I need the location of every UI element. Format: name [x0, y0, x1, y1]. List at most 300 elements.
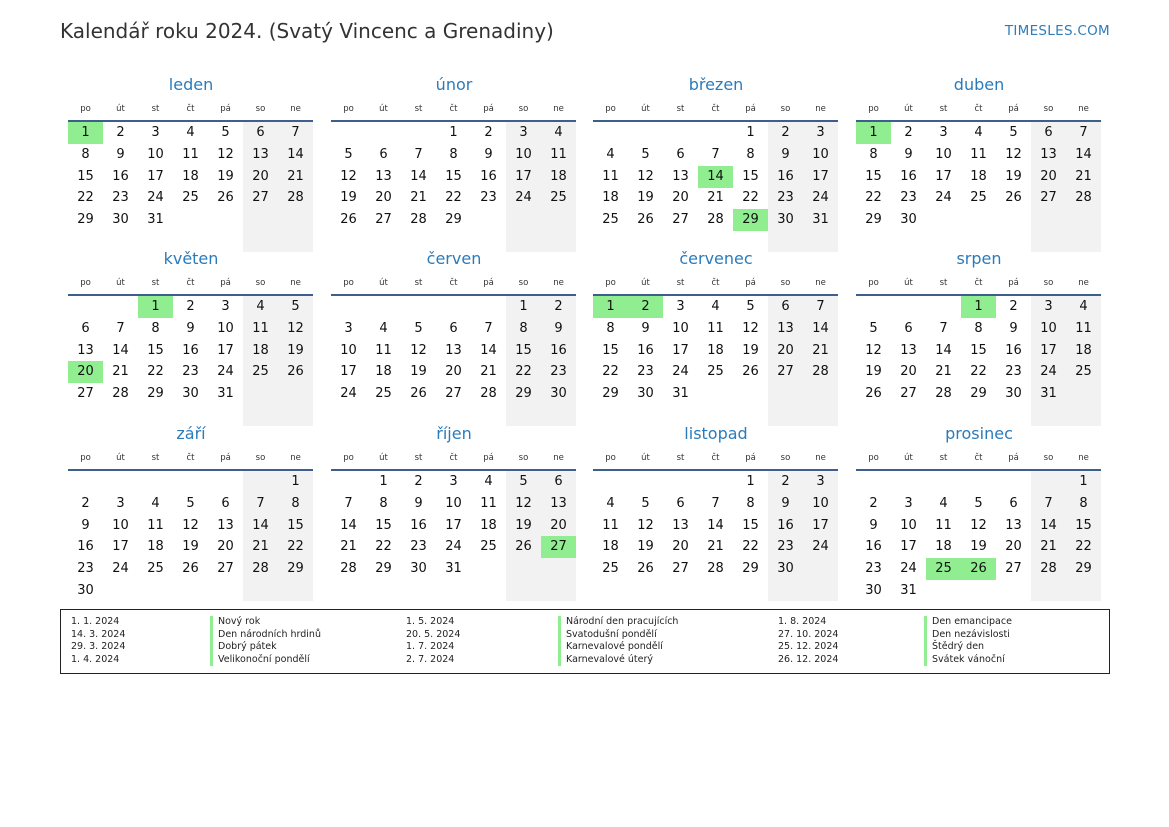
- day-cell: 18: [252, 342, 269, 358]
- day-cell: 23: [777, 190, 794, 206]
- day-cell: 26: [865, 386, 882, 402]
- day-cell: 8: [449, 146, 458, 162]
- day-cell: 20: [672, 190, 689, 206]
- weekday-label: čt: [186, 104, 195, 114]
- day-cell: 26: [637, 212, 654, 228]
- day-cell: 11: [252, 320, 269, 336]
- day-cell: 16: [182, 342, 199, 358]
- day-cell: 23: [900, 190, 917, 206]
- day-cell: 29: [970, 386, 987, 402]
- day-cell: 23: [182, 364, 199, 380]
- day-cell: 6: [904, 320, 913, 336]
- day-cell: 18: [707, 342, 724, 358]
- day-cell: 22: [1075, 539, 1092, 555]
- day-cell: 25: [602, 561, 619, 577]
- day-cell: 14: [935, 342, 952, 358]
- day-cell: 18: [147, 539, 164, 555]
- day-cell: 8: [1079, 495, 1088, 511]
- day-cell: 17: [217, 342, 234, 358]
- day-cell: 10: [812, 495, 829, 511]
- day-cell: 11: [1075, 320, 1092, 336]
- weekday-label: po: [343, 453, 354, 463]
- day-cell: 24: [112, 561, 129, 577]
- day-cell: 16: [550, 342, 567, 358]
- day-grid: [331, 122, 576, 254]
- day-cell: 16: [777, 168, 794, 184]
- legend-holiday-name: Nový rok: [210, 616, 321, 629]
- day-cell: 9: [186, 320, 195, 336]
- weekday-label: čt: [974, 278, 983, 288]
- day-cell: 17: [112, 539, 129, 555]
- day-cell: 21: [1075, 168, 1092, 184]
- day-cell: 17: [812, 517, 829, 533]
- day-cell: 13: [672, 168, 689, 184]
- day-cell: 30: [777, 561, 794, 577]
- month-name: červen: [426, 249, 482, 268]
- day-cell: 2: [484, 125, 493, 140]
- weekday-label: ne: [1078, 453, 1089, 463]
- holiday-day-cell: 14: [698, 166, 733, 188]
- day-cell: 13: [672, 517, 689, 533]
- holiday-legend: [60, 609, 1110, 674]
- day-cell: 9: [641, 320, 650, 336]
- day-cell: 11: [602, 517, 619, 533]
- weekday-label: st: [939, 453, 948, 463]
- day-cell: 11: [970, 146, 987, 162]
- day-cell: 19: [515, 517, 532, 533]
- day-grid: [331, 471, 576, 603]
- day-cell: 16: [410, 517, 427, 533]
- day-cell: 25: [707, 364, 724, 380]
- weekday-label: čt: [974, 453, 983, 463]
- legend-names-1: [210, 616, 321, 666]
- day-cell: 8: [746, 495, 755, 511]
- weekday-label: so: [518, 278, 529, 288]
- day-grid: [856, 471, 1101, 603]
- day-cell: 15: [515, 342, 532, 358]
- day-cell: 11: [550, 146, 567, 162]
- day-cell: 17: [812, 168, 829, 184]
- weekday-label: út: [904, 278, 913, 288]
- day-cell: 2: [781, 474, 790, 489]
- weekday-label: st: [414, 453, 423, 463]
- day-cell: 9: [781, 495, 790, 511]
- day-cell: 23: [1005, 364, 1022, 380]
- month-block: [856, 249, 1102, 402]
- weekday-header: [593, 278, 838, 292]
- weekday-label: so: [1043, 453, 1054, 463]
- day-cell: 29: [515, 386, 532, 402]
- day-cell: 22: [287, 539, 304, 555]
- weekday-label: st: [151, 104, 160, 114]
- day-cell: 15: [77, 168, 94, 184]
- day-cell: 14: [410, 168, 427, 184]
- day-cell: 12: [970, 517, 987, 533]
- day-cell: 23: [77, 561, 94, 577]
- day-cell: 4: [1079, 299, 1088, 314]
- month-name: duben: [953, 75, 1005, 94]
- day-cell: 19: [410, 364, 427, 380]
- weekday-label: so: [255, 104, 266, 114]
- page-title: Kalendář roku 2024. (Svatý Vincenc a Grenadiny): [60, 19, 554, 43]
- weekday-label: st: [676, 453, 685, 463]
- holiday-day-cell: 26: [961, 558, 996, 580]
- day-cell: 30: [182, 386, 199, 402]
- day-cell: 15: [375, 517, 392, 533]
- day-cell: 8: [519, 320, 528, 336]
- day-cell: 27: [445, 386, 462, 402]
- day-cell: 6: [1009, 495, 1018, 511]
- weekday-label: so: [780, 104, 791, 114]
- day-cell: 26: [742, 364, 759, 380]
- day-cell: 26: [182, 561, 199, 577]
- day-cell: 12: [287, 320, 304, 336]
- day-cell: 20: [445, 364, 462, 380]
- weekday-label: čt: [711, 104, 720, 114]
- day-cell: 28: [287, 190, 304, 206]
- day-cell: 29: [77, 212, 94, 228]
- day-cell: 27: [672, 561, 689, 577]
- weekday-label: út: [379, 278, 388, 288]
- weekday-label: čt: [449, 278, 458, 288]
- day-cell: 23: [112, 190, 129, 206]
- weekday-label: pá: [1008, 278, 1019, 288]
- month-block: [331, 75, 577, 228]
- day-cell: 29: [287, 561, 304, 577]
- day-cell: 13: [252, 146, 269, 162]
- day-cell: 29: [375, 561, 392, 577]
- weekday-label: ne: [815, 453, 826, 463]
- day-cell: 14: [707, 517, 724, 533]
- day-cell: 18: [602, 539, 619, 555]
- day-cell: 13: [1005, 517, 1022, 533]
- weekday-label: pá: [1008, 453, 1019, 463]
- day-cell: 6: [554, 474, 563, 489]
- day-cell: 25: [1075, 364, 1092, 380]
- day-cell: 5: [641, 495, 650, 511]
- day-cell: 11: [707, 320, 724, 336]
- day-cell: 18: [1075, 342, 1092, 358]
- day-cell: 24: [1040, 364, 1057, 380]
- weekday-label: so: [255, 453, 266, 463]
- weekday-label: pá: [1008, 104, 1019, 114]
- day-cell: 1: [519, 299, 528, 314]
- day-cell: 20: [375, 190, 392, 206]
- weekday-label: st: [676, 104, 685, 114]
- day-cell: 29: [865, 212, 882, 228]
- day-cell: 10: [147, 146, 164, 162]
- weekday-label: po: [868, 278, 879, 288]
- day-cell: 19: [182, 539, 199, 555]
- day-cell: 28: [480, 386, 497, 402]
- day-cell: 7: [711, 495, 720, 511]
- day-cell: 19: [970, 539, 987, 555]
- day-cell: 28: [1075, 190, 1092, 206]
- day-cell: 11: [147, 517, 164, 533]
- day-cell: 30: [637, 386, 654, 402]
- legend-date: 2. 7. 2024: [406, 653, 455, 665]
- month-block: [68, 424, 314, 598]
- weekday-label: čt: [449, 104, 458, 114]
- weekday-label: st: [151, 453, 160, 463]
- day-cell: 5: [869, 320, 878, 336]
- day-cell: 31: [900, 583, 917, 598]
- day-cell: 11: [375, 342, 392, 358]
- day-cell: 1: [291, 474, 300, 489]
- day-cell: 10: [900, 517, 917, 533]
- legend-holiday-name: Karnevalové pondělí: [558, 641, 678, 654]
- day-cell: 7: [484, 320, 493, 336]
- day-cell: 23: [410, 539, 427, 555]
- day-cell: 10: [445, 495, 462, 511]
- day-cell: 6: [256, 125, 265, 140]
- day-cell: 19: [637, 539, 654, 555]
- day-cell: 27: [217, 561, 234, 577]
- day-cell: 4: [606, 495, 615, 511]
- day-cell: 5: [974, 495, 983, 511]
- day-cell: 25: [550, 190, 567, 206]
- day-cell: 21: [707, 190, 724, 206]
- day-cell: 18: [970, 168, 987, 184]
- weekday-label: pá: [483, 104, 494, 114]
- day-cell: 10: [672, 320, 689, 336]
- legend-holiday-name: Svátek vánoční: [924, 654, 1012, 667]
- weekday-label: so: [1043, 104, 1054, 114]
- day-cell: 17: [900, 539, 917, 555]
- legend-holiday-name: Den nezávislosti: [924, 629, 1012, 642]
- day-cell: 17: [515, 168, 532, 184]
- day-cell: 25: [970, 190, 987, 206]
- day-cell: 13: [900, 342, 917, 358]
- day-cell: 6: [449, 320, 458, 336]
- day-cell: 4: [379, 320, 388, 336]
- month-name: říjen: [436, 424, 472, 443]
- legend-date: 27. 10. 2024: [778, 628, 839, 640]
- day-cell: 9: [484, 146, 493, 162]
- day-cell: 5: [186, 495, 195, 511]
- day-cell: 6: [676, 495, 685, 511]
- day-cell: 28: [252, 561, 269, 577]
- day-cell: 7: [256, 495, 265, 511]
- day-cell: 9: [869, 517, 878, 533]
- day-cell: 28: [1040, 561, 1057, 577]
- weekday-label: po: [868, 453, 879, 463]
- holiday-day-cell: 27: [541, 536, 576, 558]
- day-cell: 2: [186, 299, 195, 314]
- day-cell: 9: [116, 146, 125, 162]
- day-cell: 28: [410, 212, 427, 228]
- day-cell: 19: [340, 190, 357, 206]
- day-cell: 27: [777, 364, 794, 380]
- day-cell: 27: [1005, 561, 1022, 577]
- day-cell: 23: [777, 539, 794, 555]
- day-cell: 7: [711, 146, 720, 162]
- day-cell: 14: [1040, 517, 1057, 533]
- weekday-label: po: [80, 453, 91, 463]
- day-cell: 17: [445, 517, 462, 533]
- legend-holiday-name: Velikonoční pondělí: [210, 654, 321, 667]
- weekday-label: út: [116, 104, 125, 114]
- day-cell: 26: [515, 539, 532, 555]
- weekday-header: [68, 453, 313, 467]
- day-cell: 3: [904, 495, 913, 511]
- day-cell: 9: [904, 146, 913, 162]
- day-cell: 26: [340, 212, 357, 228]
- day-cell: 15: [1075, 517, 1092, 533]
- day-cell: 1: [449, 125, 458, 140]
- day-cell: 8: [81, 146, 90, 162]
- day-cell: 30: [410, 561, 427, 577]
- day-cell: 26: [217, 190, 234, 206]
- weekday-label: pá: [745, 278, 756, 288]
- day-cell: 30: [77, 583, 94, 598]
- day-cell: 3: [676, 299, 685, 314]
- month-block: [68, 75, 314, 228]
- day-cell: 7: [291, 125, 300, 140]
- holiday-day-cell: 1: [68, 122, 103, 144]
- day-cell: 17: [147, 168, 164, 184]
- month-name: prosinec: [945, 424, 1013, 443]
- day-grid: [68, 296, 313, 428]
- month-block: [856, 424, 1102, 598]
- day-cell: 22: [602, 364, 619, 380]
- day-cell: 21: [287, 168, 304, 184]
- month-name: leden: [168, 75, 214, 94]
- day-cell: 28: [707, 561, 724, 577]
- day-cell: 12: [865, 342, 882, 358]
- day-cell: 10: [515, 146, 532, 162]
- day-cell: 2: [414, 474, 423, 489]
- day-cell: 26: [637, 561, 654, 577]
- day-cell: 15: [147, 342, 164, 358]
- day-cell: 20: [777, 342, 794, 358]
- day-cell: 7: [1079, 125, 1088, 140]
- legend-date: 1. 8. 2024: [778, 616, 827, 627]
- day-cell: 12: [637, 168, 654, 184]
- day-cell: 17: [672, 342, 689, 358]
- weekday-label: po: [343, 104, 354, 114]
- day-cell: 7: [414, 146, 423, 162]
- day-cell: 10: [935, 146, 952, 162]
- day-cell: 30: [1005, 386, 1022, 402]
- day-cell: 24: [812, 539, 829, 555]
- day-cell: 21: [410, 190, 427, 206]
- day-cell: 5: [344, 146, 353, 162]
- day-cell: 27: [900, 386, 917, 402]
- day-cell: 9: [414, 495, 423, 511]
- day-cell: 22: [77, 190, 94, 206]
- day-grid: [68, 471, 313, 603]
- weekday-label: pá: [220, 453, 231, 463]
- day-cell: 4: [484, 474, 493, 489]
- day-cell: 25: [147, 561, 164, 577]
- legend-holiday-name: Den emancipace: [924, 616, 1012, 629]
- day-cell: 12: [637, 517, 654, 533]
- legend-dates-3: [778, 616, 838, 666]
- weekday-header: [856, 453, 1101, 467]
- day-cell: 15: [287, 517, 304, 533]
- holiday-day-cell: 20: [68, 361, 103, 383]
- weekday-header: [68, 278, 313, 292]
- day-cell: 2: [781, 125, 790, 140]
- day-cell: 1: [746, 474, 755, 489]
- day-cell: 23: [637, 364, 654, 380]
- weekday-label: čt: [974, 104, 983, 114]
- day-grid: [331, 296, 576, 428]
- day-cell: 16: [900, 168, 917, 184]
- holiday-day-cell: 1: [856, 122, 891, 144]
- day-cell: 7: [816, 299, 825, 314]
- day-cell: 24: [217, 364, 234, 380]
- day-cell: 31: [147, 212, 164, 228]
- day-cell: 24: [672, 364, 689, 380]
- day-cell: 20: [900, 364, 917, 380]
- day-cell: 7: [939, 320, 948, 336]
- weekday-header: [331, 278, 576, 292]
- day-cell: 12: [515, 495, 532, 511]
- weekday-label: čt: [449, 453, 458, 463]
- day-cell: 6: [379, 146, 388, 162]
- day-cell: 22: [147, 364, 164, 380]
- day-cell: 15: [445, 168, 462, 184]
- day-cell: 21: [480, 364, 497, 380]
- legend-names-2: [558, 616, 678, 666]
- day-grid: [593, 122, 838, 254]
- site-link[interactable]: TIMESLES.COM: [1004, 23, 1110, 39]
- day-cell: 4: [554, 125, 563, 140]
- weekday-label: st: [939, 104, 948, 114]
- day-cell: 3: [449, 474, 458, 489]
- day-cell: 16: [112, 168, 129, 184]
- weekday-label: so: [780, 278, 791, 288]
- day-cell: 14: [812, 320, 829, 336]
- weekday-label: út: [641, 278, 650, 288]
- month-block: [593, 249, 839, 402]
- weekday-header: [856, 278, 1101, 292]
- day-cell: 16: [637, 342, 654, 358]
- day-cell: 24: [900, 561, 917, 577]
- day-cell: 12: [340, 168, 357, 184]
- day-cell: 14: [112, 342, 129, 358]
- day-cell: 18: [375, 364, 392, 380]
- weekday-label: ne: [815, 104, 826, 114]
- day-cell: 29: [147, 386, 164, 402]
- weekday-label: ne: [290, 278, 301, 288]
- weekday-label: pá: [745, 104, 756, 114]
- weekday-label: ne: [815, 278, 826, 288]
- day-cell: 31: [1040, 386, 1057, 402]
- day-cell: 10: [1040, 320, 1057, 336]
- day-cell: 16: [777, 517, 794, 533]
- day-grid: [856, 122, 1101, 254]
- day-cell: 18: [480, 517, 497, 533]
- month-name: únor: [435, 75, 473, 94]
- day-cell: 2: [904, 125, 913, 140]
- weekday-label: út: [641, 104, 650, 114]
- day-cell: 19: [637, 190, 654, 206]
- day-cell: 9: [781, 146, 790, 162]
- weekday-label: st: [676, 278, 685, 288]
- day-cell: 22: [970, 364, 987, 380]
- legend-dates-2: [406, 616, 460, 666]
- day-cell: 2: [81, 495, 90, 511]
- day-cell: 8: [291, 495, 300, 511]
- day-cell: 5: [641, 146, 650, 162]
- day-cell: 15: [742, 168, 759, 184]
- day-cell: 3: [344, 320, 353, 336]
- day-cell: 4: [186, 125, 195, 140]
- day-cell: 19: [1005, 168, 1022, 184]
